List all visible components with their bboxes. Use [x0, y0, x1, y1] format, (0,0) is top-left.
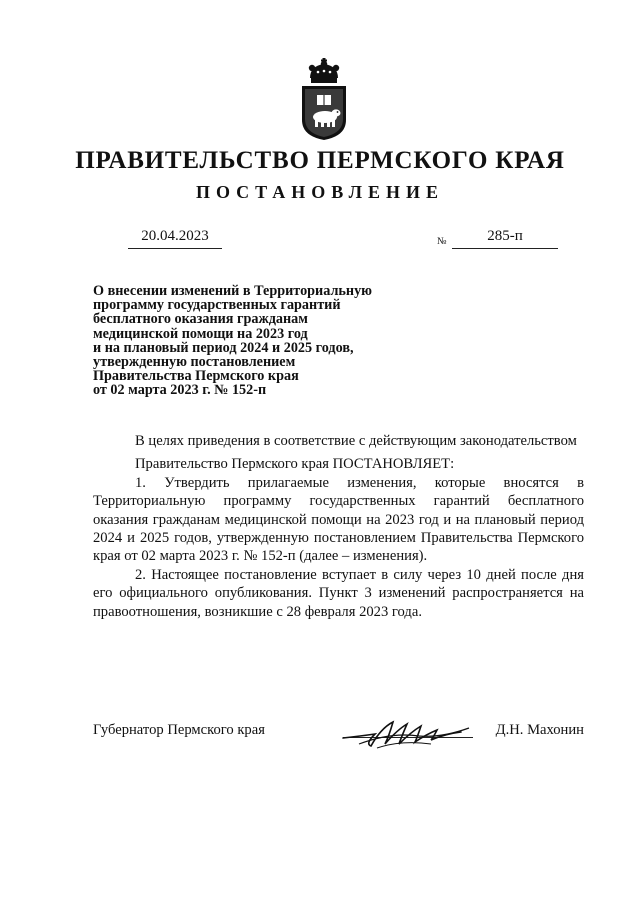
signatory-name: Д.Н. Махонин	[495, 722, 584, 738]
subject-line: Правительства Пермского края	[93, 368, 299, 385]
subject-line: от 02 марта 2023 г. № 152-п	[93, 382, 267, 399]
subject-line: О внесении изменений в Территориальную	[93, 283, 373, 299]
subject-line: и на плановый период 2024 и 2025 годов,	[93, 339, 354, 356]
subject-line: бесплатного оказания гражданам	[93, 311, 308, 328]
document-date: 20.04.2023	[128, 228, 222, 249]
document-number: 285-п	[452, 228, 558, 249]
item-1-paragraph: 1. Утвердить прилагаемые изменения, которые вносятся в Территориальную программу государственных гарантий бесплатного оказания гражданам медицинской помощи на 2023 год и на плановый период 2024 и 2025 годов, утвержденную постановлением Правительства Пермского края от 02 марта 2023 г. № 152-п (далее – изменения).	[93, 474, 584, 565]
subject-line: медицинской помощи на 2023 год	[93, 325, 308, 342]
coat-of-arms-icon	[298, 58, 350, 142]
document-subject	[93, 284, 413, 398]
subject-line: утвержденную постановлением	[93, 354, 296, 371]
government-title: ПРАВИТЕЛЬСТВО ПЕРМСКОГО КРАЯ	[75, 147, 565, 174]
intro-paragraph: В целях приведения в соответствие с действующим законодательством	[135, 433, 577, 449]
subject-line: программу государственных гарантий	[93, 297, 341, 314]
signatory-role: Губернатор Пермского края	[93, 722, 265, 738]
number-label: №	[437, 236, 447, 247]
document-body	[93, 432, 584, 621]
signature-block	[93, 720, 584, 760]
decree-paragraph: Правительство Пермского края ПОСТАНОВЛЯЕТ:	[135, 456, 455, 473]
crown-icon	[309, 58, 339, 83]
document-type: ПОСТАНОВЛЕНИЕ	[195, 182, 445, 202]
item-2-paragraph: 2. Настоящее постановление вступает в силу через 10 дней после дня его официального опубликования. Пункт 3 изменений распространяется на правоотношения, возникшие с 28 февраля 2023 года.	[93, 566, 584, 620]
handwritten-signature-icon	[341, 714, 481, 754]
